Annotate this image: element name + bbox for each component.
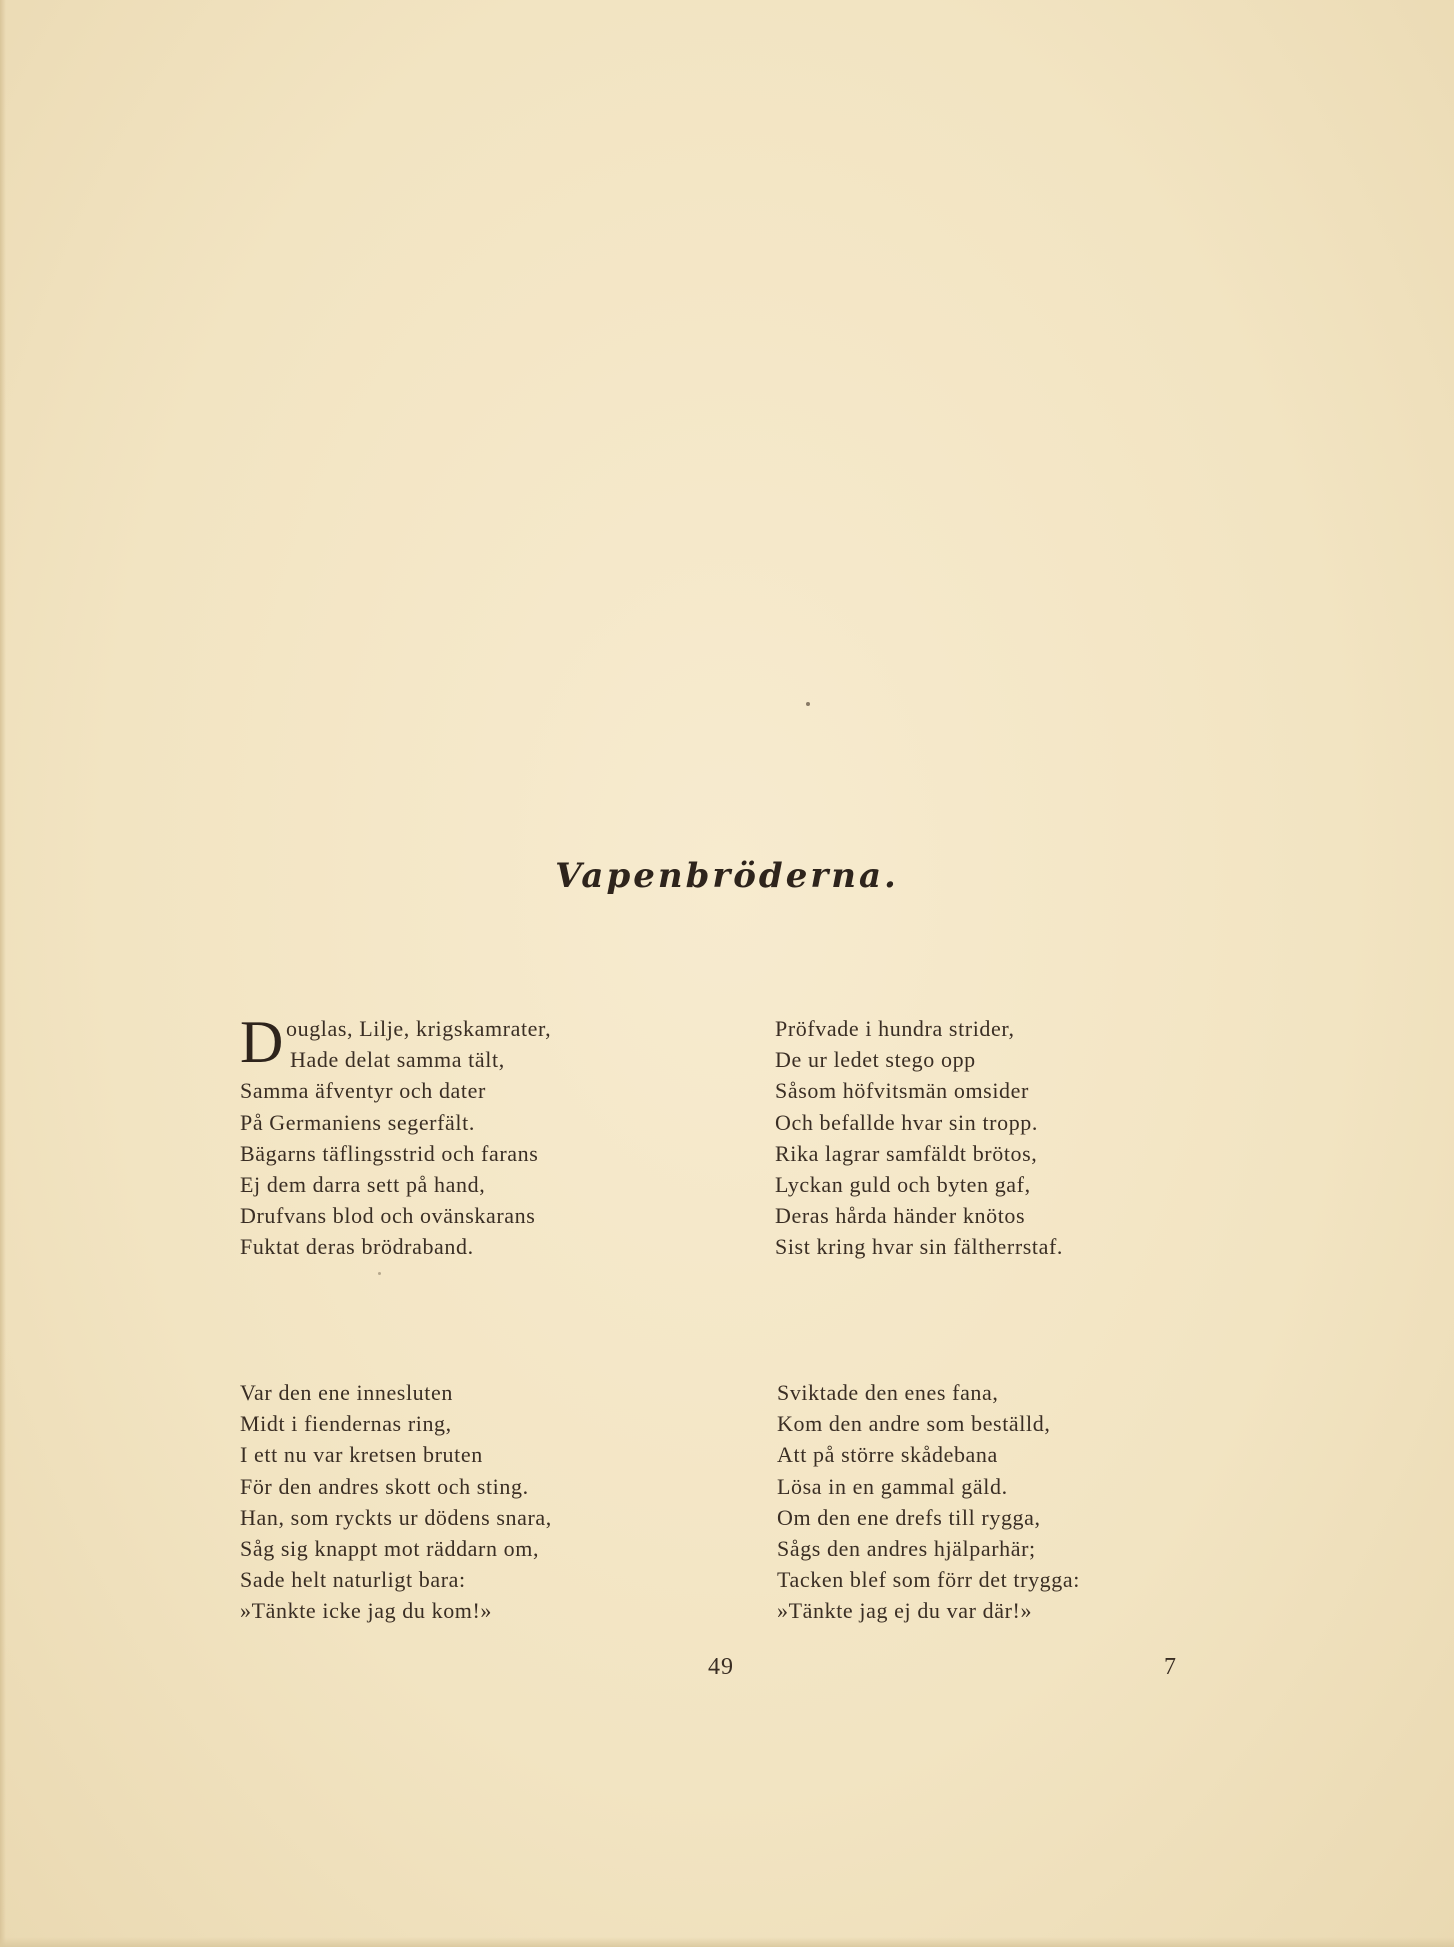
verse-line: Sågs den andres hjälparhär; — [777, 1535, 1036, 1561]
drop-cap: D — [240, 1009, 284, 1075]
verse-line: Kom den andre som beställd, — [777, 1411, 1051, 1437]
verse-line: Var den ene innesluten — [240, 1380, 453, 1405]
verse-line: »Tänkte jag ej du var där!» — [777, 1598, 1033, 1624]
ink-speck — [806, 702, 810, 706]
stanza-3 — [240, 1377, 552, 1627]
ink-speck — [378, 1272, 381, 1275]
page-left-edge-shadow — [0, 0, 6, 1947]
verse-line: Lyckan guld och byten gaf, — [775, 1171, 1031, 1197]
verse-line: Rika lagrar samfäldt brötos, — [775, 1140, 1038, 1166]
verse-line: Om den ene drefs till rygga, — [777, 1504, 1041, 1530]
verse-line: Ej dem darra sett på hand, — [240, 1171, 486, 1197]
stanza-2 — [775, 1013, 1063, 1263]
verse-line: Deras hårda händer knötos — [775, 1203, 1026, 1229]
verse-line: Såsom höfvitsmän omsider — [775, 1078, 1029, 1104]
verse-line: Drufvans blod och ovänskarans — [240, 1203, 536, 1229]
verse-line: Sviktade den enes fana, — [777, 1380, 999, 1405]
verse-line: ouglas, Lilje, krigskamrater, — [286, 1016, 552, 1041]
page-bottom-edge-shadow — [0, 1937, 1454, 1947]
stanza-1 — [240, 1009, 552, 1263]
verse-line: Han, som ryckts ur dödens snara, — [240, 1504, 552, 1530]
verse-line: I ett nu var kretsen bruten — [240, 1442, 483, 1468]
verse-line: Lösa in en gammal gäld. — [777, 1473, 1008, 1499]
page-number-center: 49 — [708, 1654, 734, 1680]
page-number-right: 7 — [1164, 1654, 1177, 1680]
verse-line: Såg sig knappt mot räddarn om, — [240, 1535, 540, 1561]
verse-line: Tacken blef som förr det trygga: — [777, 1567, 1080, 1593]
verse-line: Samma äfventyr och dater — [240, 1078, 486, 1104]
verse-line: Sade helt naturligt bara: — [240, 1567, 466, 1593]
verse-line: Fuktat deras brödraband. — [240, 1234, 474, 1260]
verse-line: Pröfvade i hundra strider, — [775, 1016, 1015, 1041]
verse-line: Midt i fiendernas ring, — [240, 1411, 452, 1437]
stanza-4 — [777, 1377, 1080, 1627]
verse-line: Att på större skådebana — [777, 1442, 998, 1468]
verse-line: För den andres skott och sting. — [240, 1473, 529, 1499]
verse-line: Och befallde hvar sin tropp. — [775, 1109, 1038, 1135]
verse-line: Hade delat samma tält, — [290, 1047, 505, 1073]
verse-line: Bägarns täflingsstrid och farans — [240, 1140, 539, 1166]
poem-title: Vapenbröderna. — [555, 856, 899, 896]
verse-line: Sist kring hvar sin fältherrstaf. — [775, 1234, 1064, 1260]
verse-line: På Germaniens segerfält. — [240, 1109, 475, 1135]
verse-line: »Tänkte icke jag du kom!» — [240, 1598, 493, 1624]
verse-line: De ur ledet stego opp — [775, 1047, 976, 1073]
